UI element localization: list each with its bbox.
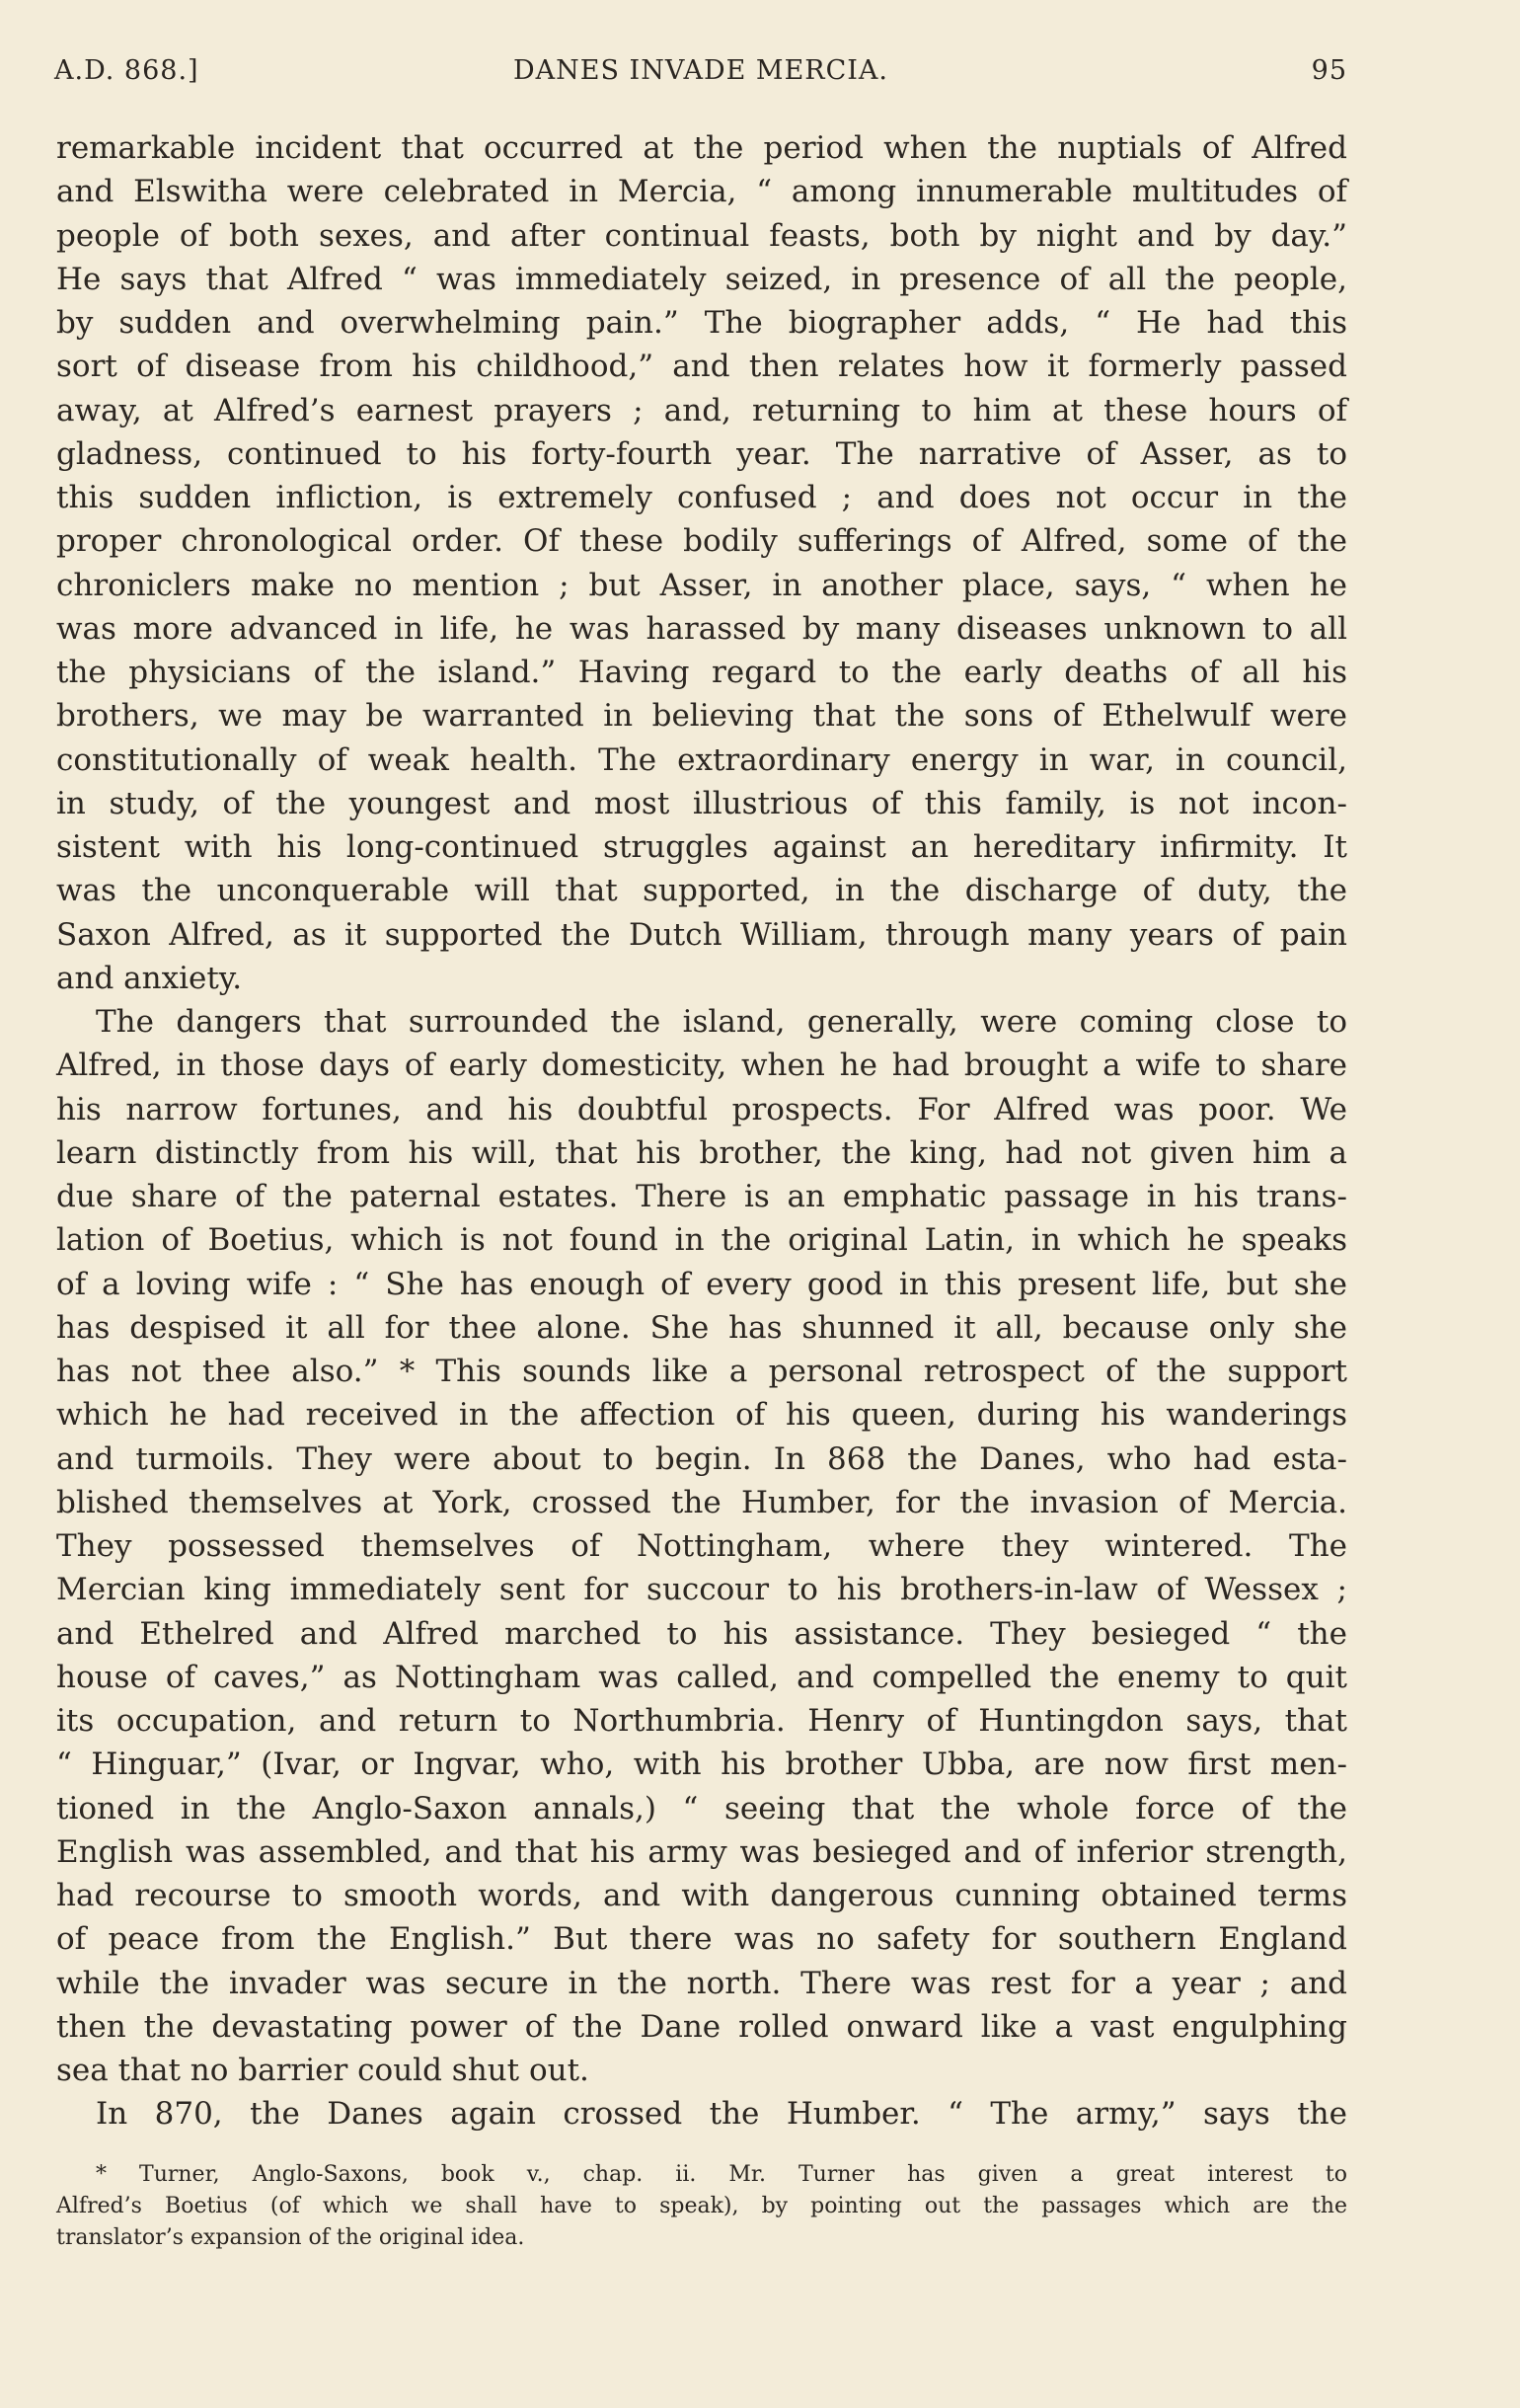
body-line: remarkable incident that occurred at the period when the nuptials of Alfred [56,130,1347,166]
body-line: tioned in the Anglo-Saxon annals,) “ seeing that the whole force of the [56,1790,1347,1826]
body-line: which he had received in the affection of his queen, during his wanderings [56,1397,1347,1434]
body-line: blished themselves at York, crossed the Humber, for the invasion of Mercia. [56,1484,1347,1520]
body-line: chroniclers make no mention ; but Asser, in another place, says, “ when he [56,567,1347,603]
body-line: They possessed themselves of Nottingham, where they wintered. The [56,1528,1347,1564]
body-line: of a loving wife : “ She has enough of every good in this present life, but she [56,1266,1347,1302]
body-line: has not thee also.” * This sounds like a personal retrospect of the support [56,1354,1347,1389]
body-line: sistent with his long-continued struggles against an hereditary infirmity. It [56,829,1347,865]
footnote [56,2159,1347,2254]
body-line: of peace from the English.” But there was no safety for southern England [56,1921,1347,1958]
body-line: and turmoils. They were about to begin. In 868 the Danes, who had esta- [56,1440,1347,1477]
body-text [56,126,1347,2136]
running-header [54,55,1347,95]
page-number: 95 [1311,55,1347,86]
body-line: gladness, continued to his forty-fourth year. The narrative of Asser, as to [56,435,1347,472]
body-line: by sudden and overwhelming pain.” The biographer adds, “ He had this [56,305,1347,341]
header-title: DANES INVADE MERCIA. [512,55,889,86]
body-line: was the unconquerable will that supported, in the discharge of duty, the [56,873,1347,909]
body-line: his narrow fortunes, and his doubtful prospects. For Alfred was poor. We [56,1091,1347,1127]
footnote-line: * Turner, Anglo-Saxons, book v., chap. ii. Mr. Turner has given a great interest to [96,2162,1347,2187]
paragraph-start-line: In 870, the Danes again crossed the Humber. “ The army,” says the [96,2096,1347,2133]
body-line: brothers, we may be warranted in believing that the sons of Ethelwulf were [56,698,1347,735]
body-line: had recourse to smooth words, and with dangerous cunning obtained terms [56,1878,1347,1913]
footnote-line: Alfred’s Boetius (of which we shall have to speak), by pointing out the passages which are the [56,2194,1347,2218]
body-line: then the devastating power of the Dane rolled onward like a vast engulphing [56,2008,1347,2045]
body-line: away, at Alfred’s earnest prayers ; and, returning to him at these hours of [56,392,1347,428]
body-line: Mercian king immediately sent for succour to his brothers-in-law of Wessex ; [56,1572,1347,1608]
paragraph-end-line: and anxiety. [56,960,243,996]
body-line: the physicians of the island.” Having regard to the early deaths of all his [56,655,1347,690]
body-line: house of caves,” as Nottingham was called, and compelled the enemy to quit [56,1659,1347,1695]
body-line: English was assembled, and that his army was besieged and of inferior strength, [56,1833,1347,1870]
body-line: “ Hinguar,” (Ivar, or Ingvar, who, with his brother Ubba, are now first men- [56,1747,1347,1783]
body-line: its occupation, and return to Northumbria. Henry of Huntingdon says, that [56,1703,1347,1739]
body-line: this sudden infliction, is extremely confused ; and does not occur in the [56,480,1347,515]
body-line: was more advanced in life, he was harassed by many diseases unknown to all [56,610,1347,647]
body-line: constitutionally of weak health. The extraordinary energy in war, in council, [56,741,1347,778]
body-line: and Ethelred and Alfred marched to his assistance. They besieged “ the [56,1615,1347,1652]
body-line: He says that Alfred “ was immediately seized, in presence of all the people, [56,261,1347,297]
paragraph-start-line: The dangers that surrounded the island, generally, were coming close to [96,1004,1347,1040]
body-line: Saxon Alfred, as it supported the Dutch William, through many years of pain [56,916,1347,953]
body-line: proper chronological order. Of these bodily sufferings of Alfred, some of the [56,523,1347,560]
body-line: has despised it all for thee alone. She has shunned it all, because only she [56,1309,1347,1346]
body-line: learn distinctly from his will, that his brother, the king, had not given him a [56,1134,1347,1171]
body-line: due share of the paternal estates. There is an emphatic passage in his trans- [56,1179,1347,1214]
footnote-line: translator’s expansion of the original idea. [56,2225,525,2250]
body-line: Alfred, in those days of early domesticity, when he had brought a wife to share [56,1048,1347,1084]
body-line: lation of Boetius, which is not found in the original Latin, in which he speaks [56,1222,1347,1259]
body-line: people of both sexes, and after continual feasts, both by night and by day.” [56,217,1347,254]
paragraph-end-line: sea that no barrier could shut out. [56,2053,589,2088]
body-line: and Elswitha were celebrated in Mercia, “ among innumerable multitudes of [56,174,1347,210]
body-line: while the invader was secure in the north. There was rest for a year ; and [56,1965,1347,2001]
body-line: sort of disease from his childhood,” and then relates how it formerly passed [56,349,1347,385]
body-line: in study, of the youngest and most illustrious of this family, is not incon- [56,785,1347,821]
header-date: A.D. 868.] [54,55,199,86]
